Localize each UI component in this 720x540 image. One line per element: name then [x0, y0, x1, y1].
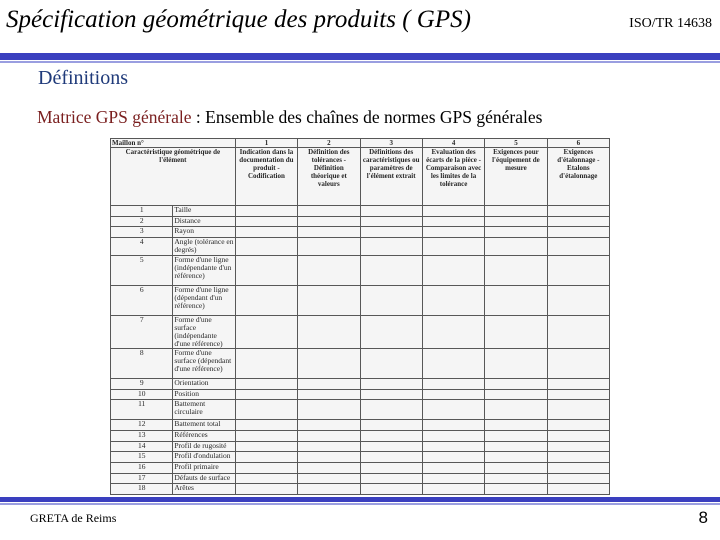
row-label: Angle (tolérance en degrés) — [174, 237, 234, 254]
matrix-cell — [298, 237, 360, 255]
row-label: Forme d'une surface (dépendant d'une référence) — [173, 348, 235, 378]
page-number: 8 — [698, 508, 708, 527]
matrix-cell — [422, 315, 484, 348]
row-number: 2 — [111, 216, 173, 227]
column-number: 3 — [360, 139, 422, 148]
matrix-cell — [422, 348, 484, 378]
row-label: Taille — [173, 206, 235, 217]
matrix-cell — [360, 227, 422, 238]
matrix-cell — [547, 227, 609, 238]
row-number: 6 — [111, 285, 173, 315]
matrix-cell — [360, 389, 422, 400]
matrix-cell — [422, 473, 484, 484]
matrix-cell — [235, 389, 297, 400]
matrix-cell — [485, 420, 547, 431]
matrix-cell — [360, 237, 422, 255]
matrix-cell — [422, 216, 484, 227]
matrix-cell — [547, 378, 609, 389]
column-header: Indication dans la documentation du produit - Codification — [235, 148, 297, 206]
gps-matrix-table — [110, 138, 610, 495]
definition-text: Ensemble des chaînes de normes GPS générales — [205, 107, 543, 127]
matrix-cell — [485, 378, 547, 389]
matrix-cell — [485, 430, 547, 441]
matrix-row — [111, 378, 610, 389]
matrix-cell — [485, 484, 547, 495]
row-number: 10 — [111, 389, 173, 400]
row-number: 13 — [111, 430, 173, 441]
matrix-cell — [485, 389, 547, 400]
row-label: Battement circulaire — [173, 400, 235, 420]
column-number: 2 — [298, 139, 360, 148]
matrix-cell — [235, 441, 297, 452]
matrix-cell — [235, 400, 297, 420]
matrix-cell — [547, 441, 609, 452]
matrix-cell — [298, 420, 360, 431]
matrix-cell — [360, 255, 422, 285]
matrix-cell — [235, 452, 297, 463]
matrix-cell — [298, 255, 360, 285]
column-header: Définition des tolérances - Définition théorique et valeurs — [298, 148, 360, 206]
matrix-corner-top: Maillon n° — [111, 139, 236, 148]
row-label: Défauts de surface — [173, 473, 235, 484]
matrix-row — [111, 315, 610, 348]
matrix-row — [111, 237, 610, 255]
matrix-cell — [547, 452, 609, 463]
matrix-cell — [547, 430, 609, 441]
matrix-cell — [235, 430, 297, 441]
matrix-cell — [360, 462, 422, 473]
column-header: Evaluation des écarts de la pièce - Comparaison avec les limites de la tolérance — [422, 148, 484, 206]
row-label: Rayon — [173, 227, 235, 238]
matrix-cell — [547, 216, 609, 227]
column-number: 1 — [235, 139, 297, 148]
matrix-cell — [547, 420, 609, 431]
matrix-cell — [422, 255, 484, 285]
matrix-cell — [298, 484, 360, 495]
matrix-cell — [485, 206, 547, 217]
matrix-row — [111, 255, 610, 285]
footer-rule — [0, 497, 720, 502]
matrix-number-row — [111, 139, 610, 148]
matrix-cell — [485, 348, 547, 378]
matrix-corner-bottom: Caractéristique géométrique de l'élément — [111, 148, 236, 206]
definition-term: Matrice GPS générale — [37, 107, 192, 127]
matrix-cell — [422, 400, 484, 420]
matrix-cell — [360, 452, 422, 463]
matrix-row — [111, 227, 610, 238]
matrix-cell — [485, 473, 547, 484]
matrix-cell — [547, 285, 609, 315]
matrix-cell — [235, 255, 297, 285]
matrix-cell — [485, 216, 547, 227]
row-label: Orientation — [173, 378, 235, 389]
row-label: Profil primaire — [173, 462, 235, 473]
matrix-cell — [235, 237, 297, 255]
row-label: Profil d'ondulation — [173, 452, 235, 463]
row-label: Arêtes — [173, 484, 235, 495]
column-number: 4 — [422, 139, 484, 148]
matrix-cell — [422, 452, 484, 463]
matrix-cell — [485, 255, 547, 285]
matrix-row — [111, 484, 610, 495]
standard-reference: ISO/TR 14638 — [629, 16, 712, 31]
matrix-cell — [235, 285, 297, 315]
matrix-cell — [485, 315, 547, 348]
matrix-cell — [235, 348, 297, 378]
matrix-cell — [547, 462, 609, 473]
row-label: Battement total — [173, 420, 235, 431]
matrix-cell — [360, 216, 422, 227]
matrix-cell — [298, 348, 360, 378]
matrix-row — [111, 348, 610, 378]
column-number: 5 — [485, 139, 547, 148]
row-number: 18 — [111, 484, 173, 495]
row-label: Position — [173, 389, 235, 400]
row-number: 3 — [111, 227, 173, 238]
matrix-cell — [547, 255, 609, 285]
matrix-cell — [485, 285, 547, 315]
matrix-row — [111, 400, 610, 420]
matrix-cell — [235, 473, 297, 484]
matrix-cell — [360, 430, 422, 441]
row-number: 17 — [111, 473, 173, 484]
row-number: 7 — [111, 315, 173, 348]
matrix-cell — [360, 315, 422, 348]
matrix-cell — [547, 206, 609, 217]
matrix-cell — [422, 237, 484, 255]
matrix-cell — [235, 420, 297, 431]
column-header: Exigences pour l'équipement de mesure — [485, 148, 547, 206]
row-number: 11 — [111, 400, 173, 420]
matrix-cell — [235, 378, 297, 389]
matrix-cell — [235, 227, 297, 238]
matrix-cell — [360, 348, 422, 378]
matrix-cell — [422, 285, 484, 315]
matrix-header-row — [111, 148, 610, 206]
column-number: 6 — [547, 139, 609, 148]
row-number: 14 — [111, 441, 173, 452]
matrix-cell — [298, 462, 360, 473]
matrix-cell — [298, 441, 360, 452]
matrix-row — [111, 285, 610, 315]
matrix-cell — [298, 430, 360, 441]
gps-matrix-scan — [110, 138, 610, 495]
matrix-cell — [485, 452, 547, 463]
matrix-cell — [298, 400, 360, 420]
row-number: 12 — [111, 420, 173, 431]
matrix-cell — [547, 389, 609, 400]
definition-line — [37, 107, 542, 128]
row-label: Références — [173, 430, 235, 441]
column-header: Définitions des caractéristiques ou paramètres de l'élément extrait — [360, 148, 422, 206]
row-number: 15 — [111, 452, 173, 463]
matrix-cell — [298, 206, 360, 217]
matrix-cell — [547, 237, 609, 255]
section-title: Définitions — [38, 67, 128, 89]
matrix-cell — [360, 400, 422, 420]
matrix-cell — [422, 378, 484, 389]
matrix-cell — [360, 420, 422, 431]
matrix-cell — [298, 285, 360, 315]
matrix-cell — [485, 400, 547, 420]
row-label: Profil de rugosité — [173, 441, 235, 452]
header-rule — [0, 53, 720, 60]
row-number: 16 — [111, 462, 173, 473]
matrix-cell — [360, 484, 422, 495]
matrix-cell — [298, 452, 360, 463]
matrix-cell — [547, 315, 609, 348]
matrix-cell — [422, 420, 484, 431]
matrix-cell — [235, 484, 297, 495]
row-number: 5 — [111, 255, 173, 285]
slide-title: Spécification géométrique des produits ( GPS) — [6, 6, 471, 33]
matrix-cell — [298, 315, 360, 348]
matrix-cell — [422, 441, 484, 452]
header-rule-thin — [0, 61, 720, 63]
matrix-cell — [547, 348, 609, 378]
matrix-cell — [360, 285, 422, 315]
matrix-body — [111, 206, 610, 495]
matrix-cell — [298, 216, 360, 227]
row-label: Forme d'une surface (indépendante d'une référence) — [173, 315, 235, 348]
row-label: Forme d'une ligne (indépendante d'un référence) — [173, 255, 235, 285]
matrix-cell — [298, 389, 360, 400]
matrix-row — [111, 473, 610, 484]
row-number: 9 — [111, 378, 173, 389]
row-number: 4 — [111, 237, 173, 255]
matrix-cell — [422, 389, 484, 400]
matrix-row — [111, 216, 610, 227]
matrix-cell — [360, 441, 422, 452]
matrix-cell — [235, 462, 297, 473]
matrix-cell — [547, 473, 609, 484]
matrix-row — [111, 441, 610, 452]
matrix-cell — [235, 315, 297, 348]
matrix-row — [111, 420, 610, 431]
matrix-row — [111, 389, 610, 400]
matrix-cell — [422, 484, 484, 495]
matrix-cell — [422, 430, 484, 441]
matrix-cell — [235, 216, 297, 227]
row-number: 8 — [111, 348, 173, 378]
row-label: Forme d'une ligne (dépendant d'un référence) — [173, 285, 235, 315]
definition-separator: : — [191, 107, 206, 127]
footer-rule-thin — [0, 503, 720, 505]
matrix-row — [111, 462, 610, 473]
matrix-cell — [360, 378, 422, 389]
matrix-cell — [547, 484, 609, 495]
matrix-row — [111, 430, 610, 441]
matrix-cell — [298, 378, 360, 389]
matrix-cell — [422, 206, 484, 217]
matrix-cell — [360, 206, 422, 217]
matrix-cell — [485, 462, 547, 473]
row-label: Distance — [173, 216, 235, 227]
column-header: Exigences d'étalonnage - Etalons d'étalonnage — [547, 148, 609, 206]
matrix-cell — [360, 473, 422, 484]
matrix-cell — [485, 227, 547, 238]
footer-organization: GRETA de Reims — [30, 511, 117, 525]
matrix-row — [111, 206, 610, 217]
matrix-cell — [422, 462, 484, 473]
matrix-cell — [485, 237, 547, 255]
matrix-cell — [235, 206, 297, 217]
matrix-cell — [485, 441, 547, 452]
matrix-row — [111, 452, 610, 463]
matrix-cell — [298, 473, 360, 484]
matrix-cell — [298, 227, 360, 238]
matrix-cell — [422, 227, 484, 238]
matrix-cell — [547, 400, 609, 420]
row-number: 1 — [111, 206, 173, 217]
